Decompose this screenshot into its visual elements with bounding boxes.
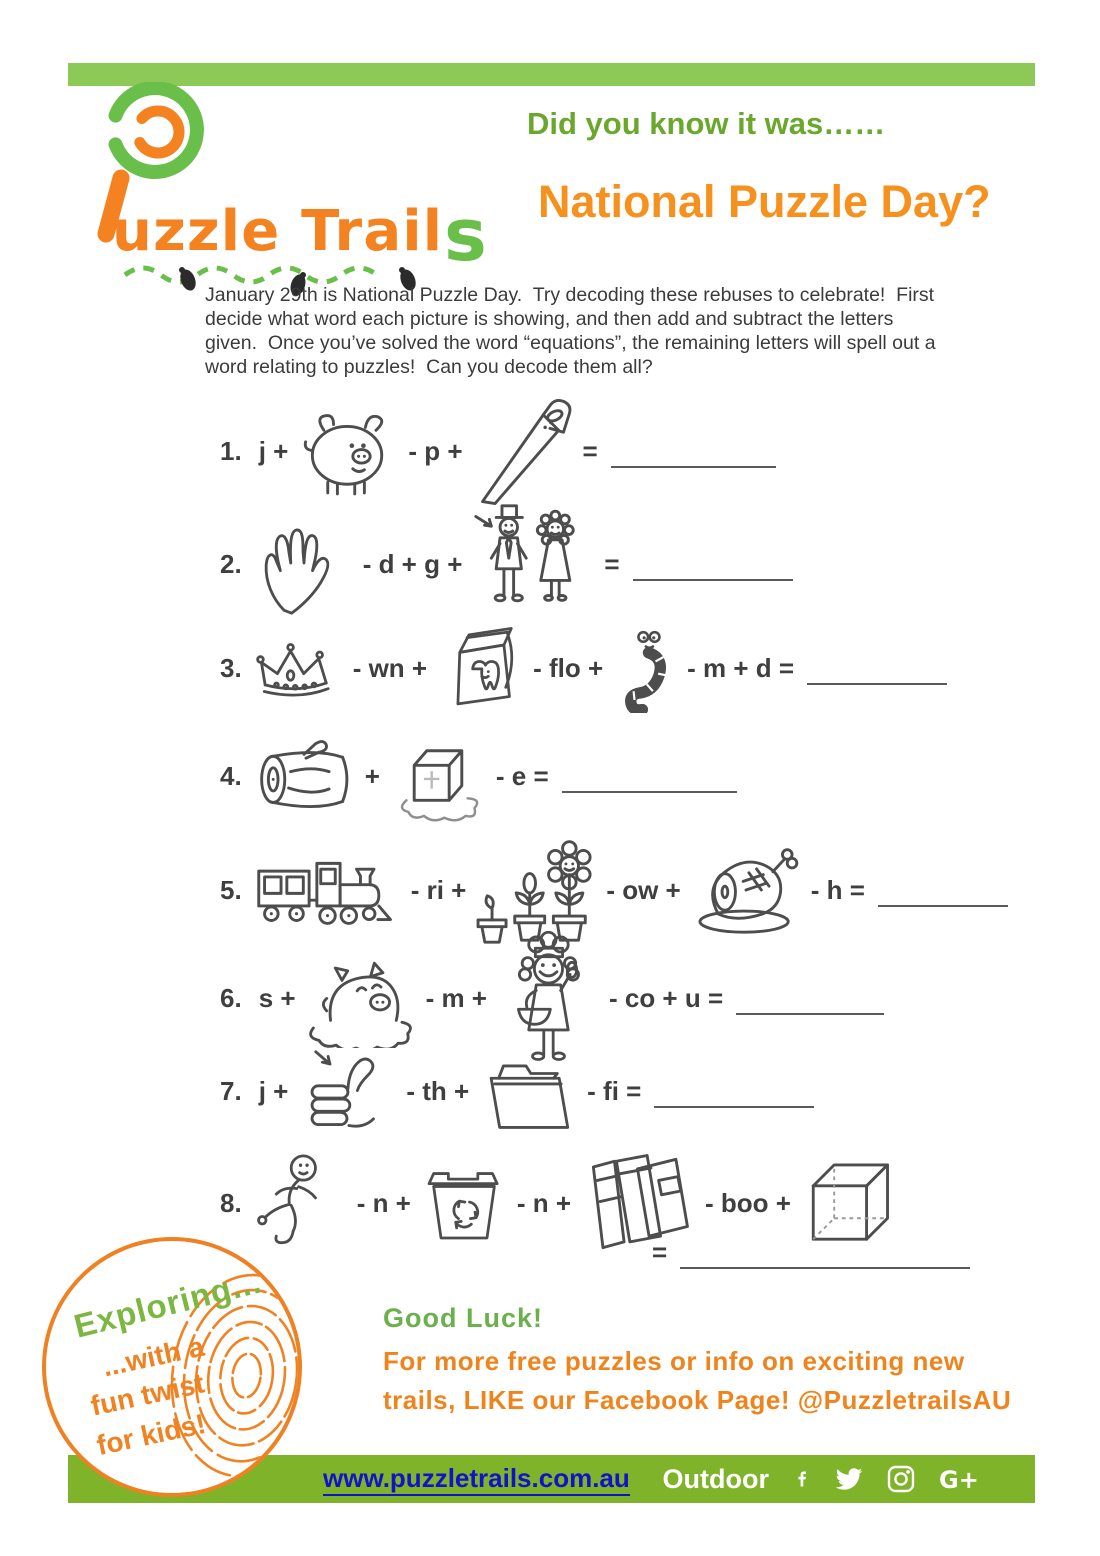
footer-social-group	[663, 1463, 983, 1495]
promo-line: For more free puzzles or info on exciting new	[383, 1346, 965, 1376]
equation-text: - m + d =	[687, 652, 795, 683]
folder-icon	[476, 1044, 580, 1138]
equation-text: - m +	[425, 982, 487, 1013]
puzzle-row-4	[220, 724, 737, 828]
equation-text: - co + u =	[608, 982, 724, 1013]
answer-blank	[633, 579, 793, 582]
crown-icon	[252, 636, 346, 700]
equation-text: - th +	[406, 1075, 470, 1106]
ice-cube-icon	[387, 728, 489, 824]
answer-blank	[736, 1013, 884, 1016]
worm-icon	[610, 623, 680, 713]
train-icon	[252, 844, 404, 936]
stamp-line-with-a: ...with a	[99, 1330, 207, 1383]
puzzle-row-2	[220, 504, 793, 624]
equation-text: j +	[258, 1075, 289, 1106]
outdoor-label: Outdoor	[662, 1463, 769, 1494]
stamp-line-exploring: Exploring...	[70, 1262, 266, 1345]
instagram-icon[interactable]	[885, 1463, 917, 1495]
answer-blank	[611, 466, 776, 469]
intro-line: given. Once you’ve solved the word “equations”, the remaining letters will spell out a	[205, 332, 936, 354]
equation-text: =	[582, 435, 598, 466]
equation-text: - e =	[495, 760, 549, 791]
intro-paragraph	[205, 283, 995, 379]
puzzle-row-1	[220, 398, 776, 504]
equation-text: j +	[258, 435, 289, 466]
trail-dashes-icon	[125, 268, 377, 282]
answer-blank	[807, 683, 947, 686]
equation-text: - wn +	[352, 652, 428, 683]
bride-groom-icon	[469, 501, 597, 627]
stamp-line-fun-twist: fun twist	[87, 1367, 207, 1422]
answer-blank	[680, 1267, 970, 1270]
equation-text: - boo +	[705, 1187, 791, 1218]
equation-text: - h =	[810, 874, 865, 905]
saw-icon	[470, 395, 576, 507]
recycle-bin-icon	[418, 1161, 510, 1245]
facebook-icon[interactable]	[793, 1463, 813, 1495]
equation-text: - n +	[356, 1187, 411, 1218]
exploring-stamp	[42, 1237, 302, 1497]
answer-blank	[878, 905, 1008, 908]
puzzle-number: 5.	[220, 874, 242, 905]
puzzle-row-5	[220, 830, 1008, 950]
thumbs-up-icon	[295, 1045, 399, 1137]
log-icon	[252, 735, 358, 817]
intro-line: decide what word each picture is showing, and then add and subtract the letters	[205, 308, 894, 330]
promo-text	[383, 1342, 1011, 1420]
puzzle-row-8-continuation	[645, 1232, 970, 1272]
equation-text: - d + g +	[362, 548, 463, 579]
puzzle-row-3	[220, 616, 947, 720]
equation-text: - n +	[516, 1187, 572, 1218]
pig-in-mud-icon	[303, 948, 419, 1048]
equation-text: - ow +	[606, 874, 681, 905]
equation-text: =	[604, 548, 620, 579]
svg-text:G+: G+	[939, 1466, 979, 1494]
equation-text: +	[364, 760, 380, 791]
equation-text: - p +	[408, 435, 463, 466]
ham-icon	[688, 843, 804, 937]
puzzle-number: 2.	[220, 548, 242, 579]
website-link[interactable]: www.puzzletrails.com.au	[323, 1463, 630, 1496]
intro-line: word relating to puzzles! Can you decode them all?	[205, 356, 653, 378]
flower-pots-icon	[473, 833, 599, 947]
puzzle-number: 4.	[220, 760, 242, 791]
puzzle-number: 7.	[220, 1075, 242, 1106]
puzzle-number: 3.	[220, 652, 242, 683]
stamp-line-for-kids: for kids!	[93, 1407, 209, 1462]
magnifier-ring-icon	[116, 88, 197, 172]
answer-blank	[654, 1106, 814, 1109]
answer-blank	[562, 791, 737, 794]
logo-wordmark-s: s	[444, 193, 487, 277]
equation-text: - ri +	[410, 874, 467, 905]
runner-icon	[252, 1147, 350, 1259]
logo-wordmark: uzzle Trail	[112, 199, 442, 264]
equation-text: - fi =	[587, 1075, 642, 1106]
puzzle-trails-logo	[70, 82, 490, 297]
puzzle-row-7	[220, 1038, 814, 1144]
puzzle-number: 6.	[220, 982, 242, 1013]
floss-icon	[434, 620, 526, 716]
tagline-did-you-know: Did you know it was……	[527, 106, 886, 141]
twitter-icon[interactable]	[833, 1463, 865, 1495]
hand-icon	[252, 512, 356, 616]
magnifier-inner-arc-icon	[140, 111, 179, 153]
puzzle-number: 1.	[220, 435, 242, 466]
good-luck-text: Good Luck!	[383, 1303, 543, 1333]
equation-text: s +	[258, 982, 296, 1013]
equation-text: =	[652, 1236, 668, 1267]
google-plus-icon[interactable]	[937, 1463, 983, 1495]
promo-line: trails, LIKE our Facebook Page! @PuzzletrailsAU	[383, 1385, 1012, 1415]
tagline-national-puzzle-day: National Puzzle Day?	[538, 176, 991, 227]
equation-text: - flo +	[533, 652, 604, 683]
pig-icon	[295, 405, 401, 497]
intro-line: January 29th is National Puzzle Day. Try decoding these rebuses to celebrate! First	[205, 284, 935, 306]
puzzle-number: 8.	[220, 1187, 242, 1218]
